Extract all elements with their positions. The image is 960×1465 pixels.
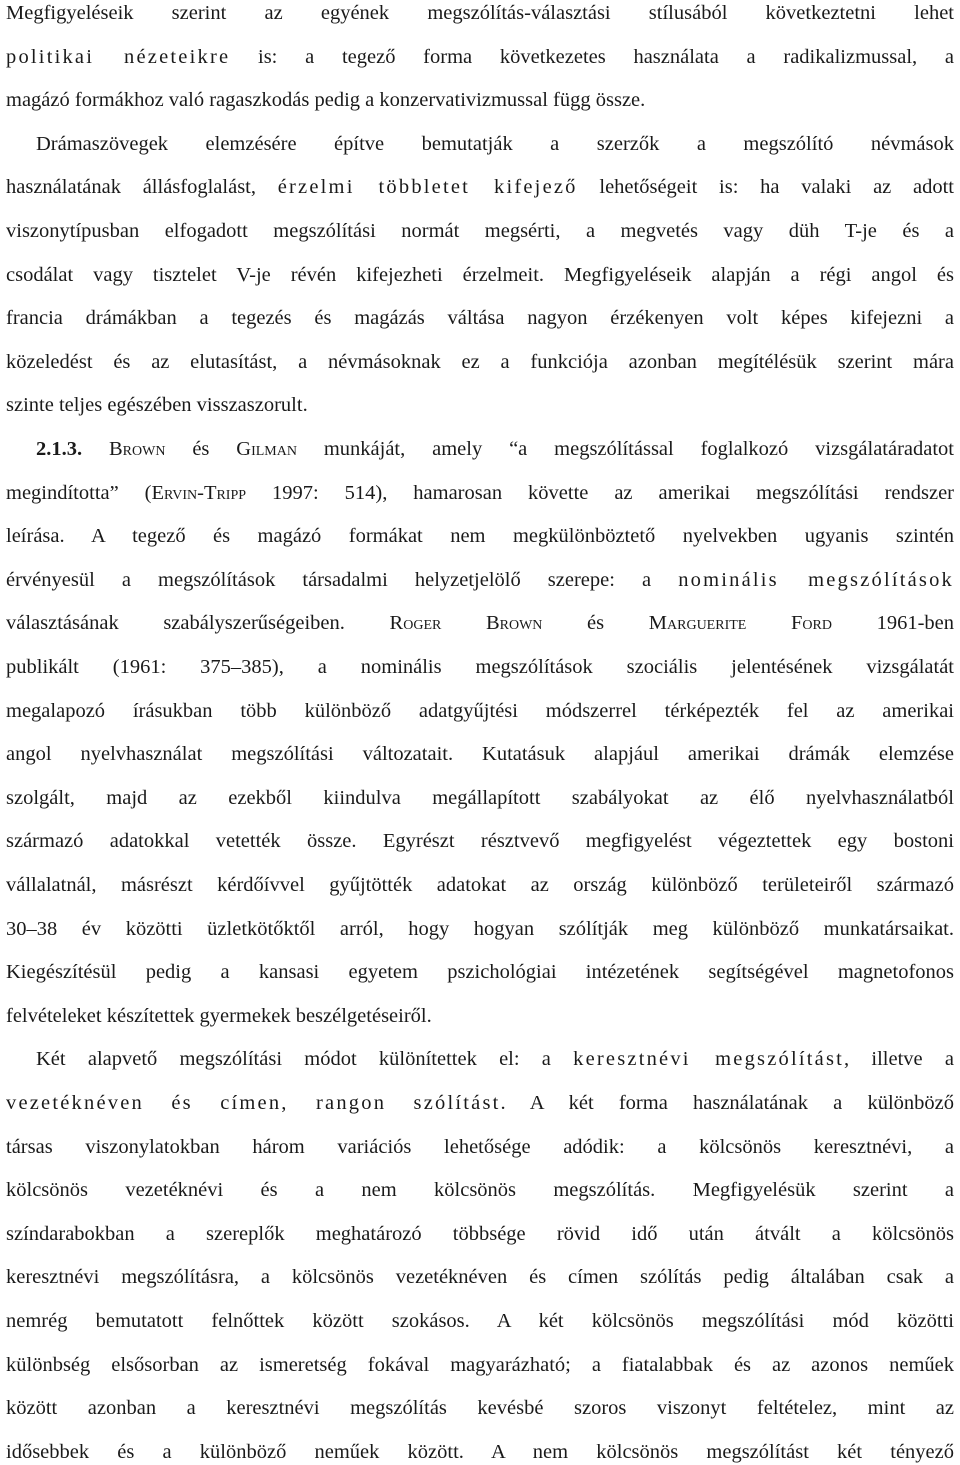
text-span: Brown bbox=[109, 438, 166, 460]
text-span: munkáját, amely “a megszólítással foglalkozó vizsgálatáradatot bbox=[296, 438, 954, 460]
text-line bbox=[6, 1090, 954, 1116]
text-span: vezetéknéven és címen, rangon szólítást bbox=[6, 1092, 501, 1114]
text-span: Marguerite Ford bbox=[648, 612, 832, 635]
text-span: csodálat vagy tisztelet V-je révén kifejezheti érzelmeit. Megfigyeléseik alapján a régi angol és bbox=[6, 263, 954, 286]
text-line bbox=[6, 1308, 954, 1334]
text-span: Ervin-Tripp bbox=[151, 481, 247, 504]
text-span: színdarabokban a szereplők meghatározó többsége rövid idő után átvált a kölcsönös bbox=[6, 1222, 954, 1245]
text-span: érzelmi többletet kifejező bbox=[277, 176, 578, 199]
text-line bbox=[6, 1264, 954, 1290]
text-line bbox=[6, 480, 954, 506]
text-span: Kiegészítésül pedig a kansasi egyetem pszichológiai intézetének segítségével magnetofonos bbox=[6, 961, 954, 984]
text-line bbox=[6, 1439, 954, 1465]
text-span: megalapozó írásukban több különböző adatgyűjtési módszerrel térképezték fel az amerikai bbox=[6, 699, 954, 722]
text-line bbox=[6, 828, 954, 854]
text-line bbox=[6, 741, 954, 767]
text-span: idősebbek és a különböző neműek között. A nem kölcsönös megszólítást két tényező bbox=[6, 1440, 954, 1463]
text-line bbox=[6, 1352, 954, 1378]
text-span: francia drámákban a tegezés és magázás váltása nagyon érzékenyen volt képes kifejezni a bbox=[6, 307, 954, 330]
text-span: keresztnévi megszólítást bbox=[573, 1048, 845, 1071]
text-span: származó adatokkal vetették össze. Egyrészt résztvevő megfigyelést végeztettek egy bostoni bbox=[6, 830, 954, 853]
text-line bbox=[6, 916, 954, 942]
text-span: vállalatnál, másrészt kérdőívvel gyűjtötték adatokat az ország különböző területeiről származó bbox=[6, 874, 954, 896]
text-line bbox=[6, 174, 954, 200]
text-line bbox=[6, 218, 954, 244]
text-line bbox=[6, 872, 954, 898]
text-line bbox=[36, 436, 954, 462]
text-span: publikált (1961: 375–385), a nominális megszólítások szociális jelentésének vizsgálatát bbox=[6, 656, 954, 678]
text-line bbox=[6, 87, 954, 113]
text-span: viszonytípusban elfogadott megszólítási normát megsérti, a megvetés vagy düh T-je és a bbox=[6, 220, 954, 242]
text-line bbox=[6, 1003, 954, 1029]
text-line bbox=[6, 523, 954, 549]
text-line bbox=[6, 262, 954, 288]
text-span: használatának állásfoglalást, bbox=[6, 176, 278, 199]
text-line bbox=[6, 1177, 954, 1203]
text-span: 2.1.3. bbox=[36, 438, 83, 460]
text-span: . A két forma használatának a különböző bbox=[500, 1092, 954, 1114]
text-span: magázó formákhoz való ragaszkodás pedig a konzervativizmussal függ össze. bbox=[6, 89, 646, 112]
text-line bbox=[36, 131, 954, 157]
text-span: különbség elsősorban az ismeretség fokával magyarázható; a fiatalabbak és az azonos neműek bbox=[6, 1353, 954, 1376]
text-line bbox=[6, 959, 954, 985]
text-span: 1997: 514), hamarosan követte az amerikai megszólítási rendszer bbox=[246, 481, 954, 504]
text-line bbox=[6, 654, 954, 680]
text-line bbox=[6, 610, 954, 636]
text-span: és bbox=[165, 438, 237, 460]
text-line bbox=[6, 698, 954, 724]
text-line bbox=[36, 1046, 954, 1072]
text-span: érvényesül a megszólítások társadalmi helyzetjelölő szerepe: a bbox=[6, 568, 679, 591]
text-span: angol nyelvhasználat megszólítási változatait. Kutatásuk alapjául amerikai drámák elemzése bbox=[6, 743, 954, 766]
text-span: , illetve a bbox=[844, 1048, 954, 1071]
text-line bbox=[6, 1395, 954, 1421]
text-line bbox=[6, 1221, 954, 1247]
text-line bbox=[6, 785, 954, 811]
text-span: lehetőségeit is: ha valaki az adott bbox=[577, 176, 954, 199]
text-span: Gilman bbox=[236, 438, 297, 460]
text-span: között azonban a keresztnévi megszólítás kevésbé szoros viszonyt feltételez, mint az bbox=[6, 1397, 954, 1420]
text-span: közeledést és az elutasítást, a névmásoknak ez a funkciója azonban megítélésük szerint mára bbox=[6, 350, 954, 373]
text-line bbox=[6, 392, 954, 418]
text-span: Megfigyeléseik szerint az egyének megszólítás-választási stílusából következtetni lehet bbox=[6, 2, 954, 24]
text-span: keresztnévi megszólításra, a kölcsönös vezetéknéven és címen szólítás pedig általában csak a bbox=[6, 1266, 954, 1289]
text-span: és bbox=[542, 612, 649, 635]
text-span: megindította” ( bbox=[6, 481, 152, 504]
text-span: nemrég bemutatott felnőttek között szokásos. A két kölcsönös megszólítási mód közötti bbox=[6, 1310, 954, 1332]
text-line bbox=[6, 44, 954, 70]
text-line bbox=[6, 349, 954, 375]
text-span: választásának szabályszerűségeiben. bbox=[6, 612, 390, 635]
text-span: nominális megszólítások bbox=[678, 568, 954, 591]
text-line bbox=[6, 1134, 954, 1160]
text-span: Roger Brown bbox=[389, 612, 543, 635]
text-line bbox=[6, 567, 954, 593]
text-span: szinte teljes egészében visszaszorult. bbox=[6, 394, 308, 417]
text-span: politikai nézeteikre bbox=[6, 45, 231, 68]
text-span: Két alapvető megszólítási módot különítettek el: a bbox=[36, 1048, 574, 1071]
text-span: is: a tegező forma következetes használata a radikalizmussal, a bbox=[230, 45, 954, 68]
text-span: leírása. A tegező és magázó formákat nem megkülönböztető nyelvekben ugyanis szintén bbox=[6, 525, 954, 548]
text-span: kölcsönös vezetéknévi és a nem kölcsönös megszólítás. Megfigyelésük szerint a bbox=[6, 1179, 954, 1202]
text-span: 1961-ben bbox=[831, 612, 954, 635]
text-line bbox=[6, 305, 954, 331]
text-span: 30–38 év közötti üzletkötőktől arról, hogy hogyan szólítják meg különböző munkatársaikat. bbox=[6, 917, 954, 940]
text-span: társas viszonylatokban három variációs lehetősége adódik: a kölcsönös keresztnévi, a bbox=[6, 1135, 954, 1158]
text-span: szolgált, majd az ezekből kiindulva megállapított szabályokat az élő nyelvhasználatból bbox=[6, 786, 954, 809]
text-span bbox=[82, 438, 109, 460]
text-span: felvételeket készítettek gyermekek beszélgetéseiről. bbox=[6, 1004, 432, 1027]
text-line bbox=[6, 0, 954, 26]
text-span: Drámaszövegek elemzésére építve bemutatják a szerzők a megszólító névmások bbox=[36, 132, 954, 155]
